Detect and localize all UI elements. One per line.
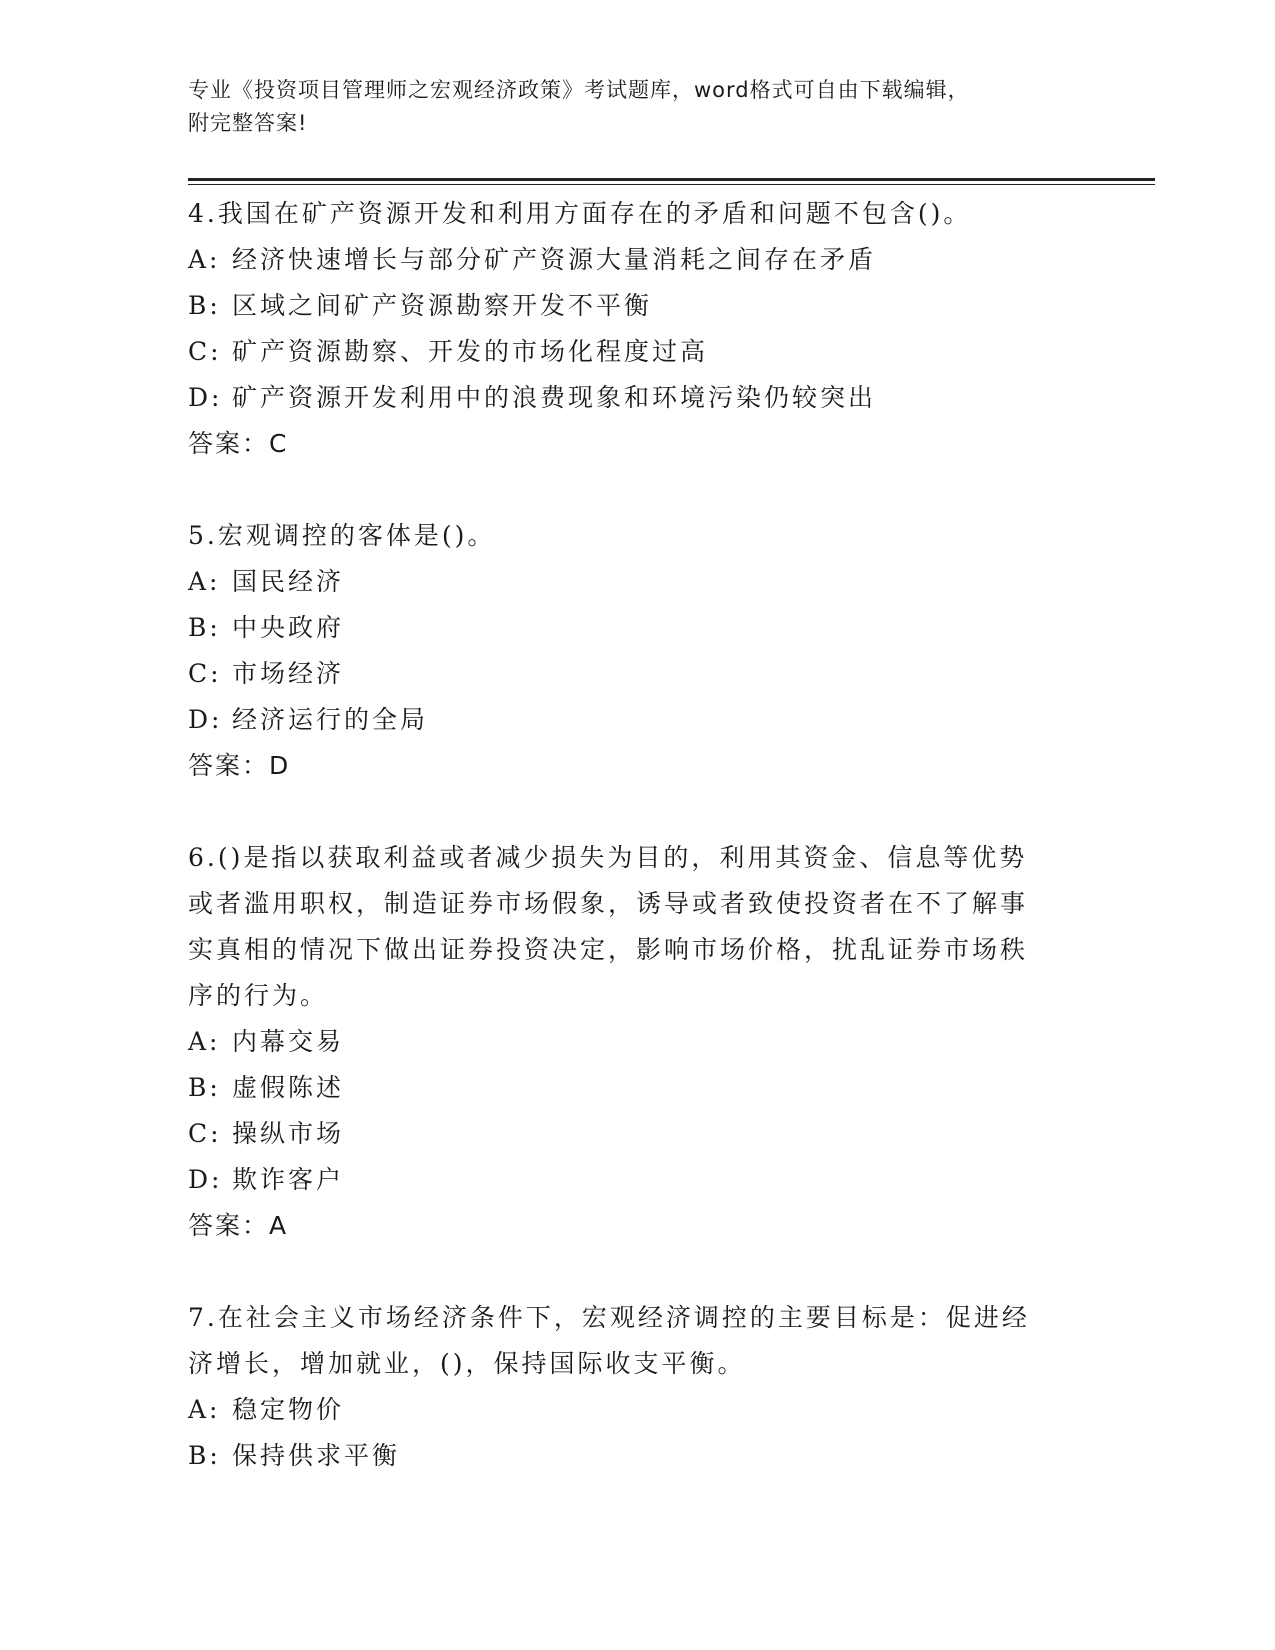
- option-a: [188, 1387, 1068, 1433]
- option-text: 市场经济: [232, 659, 345, 688]
- option-letter: A:: [188, 245, 221, 274]
- question-gap: [188, 789, 1068, 835]
- option-text: 稳定物价: [232, 1395, 345, 1424]
- option-c: [188, 329, 1068, 375]
- option-letter: B:: [188, 1441, 221, 1470]
- question-6: [188, 835, 1068, 1249]
- question-list: [188, 191, 1068, 1479]
- option-d: [188, 1157, 1068, 1203]
- option-text: 区域之间矿产资源勘察开发不平衡: [232, 291, 653, 320]
- question-text: 5.宏观调控的客体是()。: [188, 521, 496, 550]
- option-b: [188, 283, 1068, 329]
- header-line-2: 附完整答案!: [188, 111, 308, 135]
- option-letter: D:: [188, 1165, 223, 1194]
- option-text: 内幕交易: [232, 1027, 345, 1056]
- question-text-line: 6.()是指以获取利益或者减少损失为目的，利用其资金、信息等优势: [188, 843, 1028, 872]
- question-text-line: 实真相的情况下做出证券投资决定，影响市场价格，扰乱证券市场秩: [188, 935, 1029, 964]
- option-letter: A:: [188, 1395, 221, 1424]
- question-text-line: 序的行为。: [188, 981, 329, 1010]
- option-text: 矿产资源开发利用中的浪费现象和环境污染仍较突出: [232, 383, 877, 412]
- option-letter: A:: [188, 1027, 221, 1056]
- option-letter: C:: [188, 1119, 222, 1148]
- question-5: [188, 513, 1068, 789]
- option-text: 欺诈客户: [232, 1165, 345, 1194]
- option-letter: A:: [188, 567, 221, 596]
- option-letter: B:: [188, 1073, 221, 1102]
- header-divider-thin: [188, 184, 1155, 185]
- question-text-line: 或者滥用职权，制造证券市场假象，诱导或者致使投资者在不了解事: [188, 889, 1029, 918]
- option-text: 矿产资源勘察、开发的市场化程度过高: [232, 337, 709, 366]
- header-line-1: 专业《投资项目管理师之宏观经济政策》考试题库，word格式可自由下载编辑，: [188, 78, 970, 102]
- option-letter: C:: [188, 659, 222, 688]
- option-b: [188, 1433, 1068, 1479]
- option-d: [188, 375, 1068, 421]
- option-a: [188, 559, 1068, 605]
- option-c: [188, 651, 1068, 697]
- question-text: 4.我国在矿产资源开发和利用方面存在的矛盾和问题不包含()。: [188, 199, 972, 228]
- question-4: [188, 191, 1068, 467]
- option-d: [188, 697, 1068, 743]
- option-text: 国民经济: [232, 567, 345, 596]
- question-gap: [188, 1249, 1068, 1295]
- option-text: 经济运行的全局: [232, 705, 429, 734]
- option-a: [188, 237, 1068, 283]
- option-text: 操纵市场: [232, 1119, 345, 1148]
- option-text: 虚假陈述: [232, 1073, 345, 1102]
- option-c: [188, 1111, 1068, 1157]
- option-letter: B:: [188, 291, 221, 320]
- option-text: 保持供求平衡: [232, 1441, 401, 1470]
- option-b: [188, 605, 1068, 651]
- answer-line: 答案：D: [188, 751, 291, 780]
- question-text-line: 7.在社会主义市场经济条件下，宏观经济调控的主要目标是：促进经: [188, 1303, 1030, 1332]
- header-divider-thick: [188, 178, 1155, 181]
- option-letter: D:: [188, 705, 223, 734]
- option-letter: C:: [188, 337, 222, 366]
- question-text-line: 济增长，增加就业，()，保持国际收支平衡。: [188, 1349, 746, 1378]
- option-letter: B:: [188, 613, 221, 642]
- option-text: 中央政府: [232, 613, 345, 642]
- option-b: [188, 1065, 1068, 1111]
- question-7: [188, 1295, 1068, 1479]
- option-a: [188, 1019, 1068, 1065]
- document-header: [188, 74, 1088, 140]
- answer-line: 答案：C: [188, 429, 289, 458]
- option-letter: D:: [188, 383, 223, 412]
- question-gap: [188, 467, 1068, 513]
- option-text: 经济快速增长与部分矿产资源大量消耗之间存在矛盾: [232, 245, 877, 274]
- answer-line: 答案：A: [188, 1211, 289, 1240]
